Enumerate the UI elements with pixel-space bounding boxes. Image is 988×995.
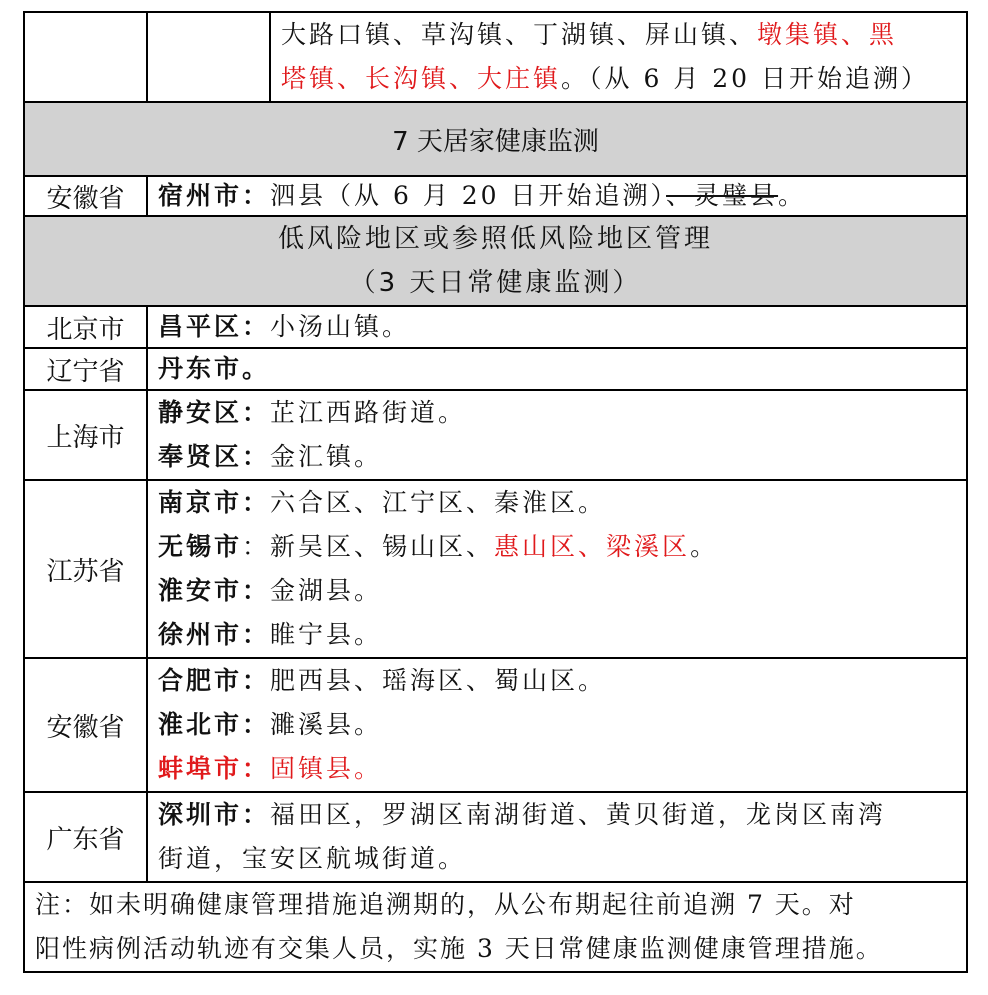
struck-lingbi: 、灵璧县 <box>666 181 779 210</box>
city-nanjing: 南京市： <box>158 488 271 517</box>
jingan-area: 芷江西路街道。 <box>270 398 467 427</box>
city-shenzhen: 深圳市： <box>158 800 271 829</box>
city-bengbu: 蚌埠市： <box>158 754 271 783</box>
shenzhen-area: 福田区，罗湖区南湖街道、黄贝街道，龙岗区南湾 <box>270 800 887 829</box>
wuxi-area-highlighted: 惠山区、梁溪区 <box>494 532 691 561</box>
table-row <box>24 390 967 480</box>
beijing-line <box>158 307 966 347</box>
punct: 。 <box>690 532 719 561</box>
towns-plain: 大路口镇、草沟镇、丁湖镇、屏山镇、 <box>281 20 758 49</box>
huaian-area: 金湖县。 <box>270 576 383 605</box>
section-title-low-risk-line1: 低风险地区或参照低风险地区管理 <box>277 224 713 254</box>
towns-highlighted: 墩集镇、黑 <box>757 20 898 49</box>
table-row <box>24 792 967 882</box>
province-anhui-low: 安徽省 <box>24 658 147 792</box>
guangdong-detail <box>147 792 967 882</box>
jiangsu-line-wuxi <box>158 525 966 569</box>
health-measures-table <box>23 11 968 973</box>
anhui-home-detail <box>147 176 967 216</box>
guangdong-line-1 <box>158 793 966 837</box>
section-header-row <box>24 102 967 176</box>
table-row <box>24 176 967 216</box>
jiangsu-line-nanjing <box>158 481 966 525</box>
liaoning-detail <box>147 348 967 390</box>
wuxi-area: 新吴区、锡山区、 <box>270 532 495 561</box>
table-row <box>24 658 967 792</box>
table-row <box>24 480 967 658</box>
shanghai-line-2 <box>158 435 966 479</box>
jiangsu-detail <box>147 480 967 658</box>
note-line-1: 注：如未明确健康管理措施追溯期的，从公布期起往前追溯 7 天。对 <box>35 890 856 919</box>
huaibei-area: 濉溪县。 <box>270 710 383 739</box>
district-changping: 昌平区： <box>158 312 271 341</box>
shanghai-line-1 <box>158 391 966 435</box>
note-cell <box>24 882 967 972</box>
anhui-line-bengbu <box>158 747 966 791</box>
xuzhou-area: 睢宁县。 <box>270 620 383 649</box>
colon: ： <box>242 532 271 561</box>
towns-line-2 <box>281 57 966 101</box>
hefei-area: 肥西县、瑶海区、蜀山区。 <box>270 666 607 695</box>
empty-city-cell <box>147 12 270 102</box>
city-huaian: 淮安市： <box>158 576 271 605</box>
province-anhui-home: 安徽省 <box>24 176 147 216</box>
note-line-2: 阳性病例活动轨迹有交集人员，实施 3 天日常健康监测健康管理措施。 <box>35 934 883 963</box>
province-liaoning: 辽宁省 <box>24 348 147 390</box>
nanjing-area: 六合区、江宁区、秦淮区。 <box>270 488 607 517</box>
province-jiangsu: 江苏省 <box>24 480 147 658</box>
table-row <box>24 306 967 348</box>
towns-line-1 <box>281 13 966 57</box>
city-dandong: 丹东市。 <box>158 354 271 383</box>
bengbu-area: 固镇县。 <box>270 754 383 783</box>
anhui-line-huaibei <box>158 703 966 747</box>
city-xuzhou: 徐州市： <box>158 620 271 649</box>
changping-area: 小汤山镇。 <box>270 312 411 341</box>
shenzhen-area-cont: 街道，宝安区航城街道。 <box>158 844 467 873</box>
province-beijing: 北京市 <box>24 306 147 348</box>
jiangsu-line-xuzhou <box>158 613 966 657</box>
city-wuxi: 无锡市 <box>158 532 243 561</box>
suzhou-area: 泗县（从 6 月 20 日开始追溯） <box>270 181 667 210</box>
city-huaibei: 淮北市： <box>158 710 271 739</box>
anhui-low-detail <box>147 658 967 792</box>
note-row <box>24 882 967 972</box>
district-jingan: 静安区： <box>158 398 271 427</box>
section-header-row <box>24 216 967 306</box>
district-fengxian: 奉贤区： <box>158 442 271 471</box>
section-title-low-risk <box>24 216 967 306</box>
table-row <box>24 348 967 390</box>
section-title-home-monitoring: 7 天居家健康监测 <box>24 102 967 176</box>
beijing-detail <box>147 306 967 348</box>
jiangsu-line-huaian <box>158 569 966 613</box>
shanghai-detail <box>147 390 967 480</box>
table-row <box>24 12 967 102</box>
city-suzhou: 宿州市： <box>158 181 271 210</box>
province-guangdong: 广东省 <box>24 792 147 882</box>
fengxian-area: 金汇镇。 <box>270 442 383 471</box>
towns-highlighted-cont: 塔镇、长沟镇、大庄镇 <box>281 64 562 93</box>
towns-list-cell <box>270 12 967 102</box>
anhui-home-line <box>158 177 966 215</box>
punct: 。 <box>778 181 807 210</box>
empty-province-cell <box>24 12 147 102</box>
city-hefei: 合肥市： <box>158 666 271 695</box>
section-title-low-risk-line2: （3 天日常健康监测） <box>349 268 642 298</box>
trace-date-note: 。（从 6 月 20 日开始追溯） <box>561 64 930 93</box>
province-shanghai: 上海市 <box>24 390 147 480</box>
anhui-line-hefei <box>158 659 966 703</box>
